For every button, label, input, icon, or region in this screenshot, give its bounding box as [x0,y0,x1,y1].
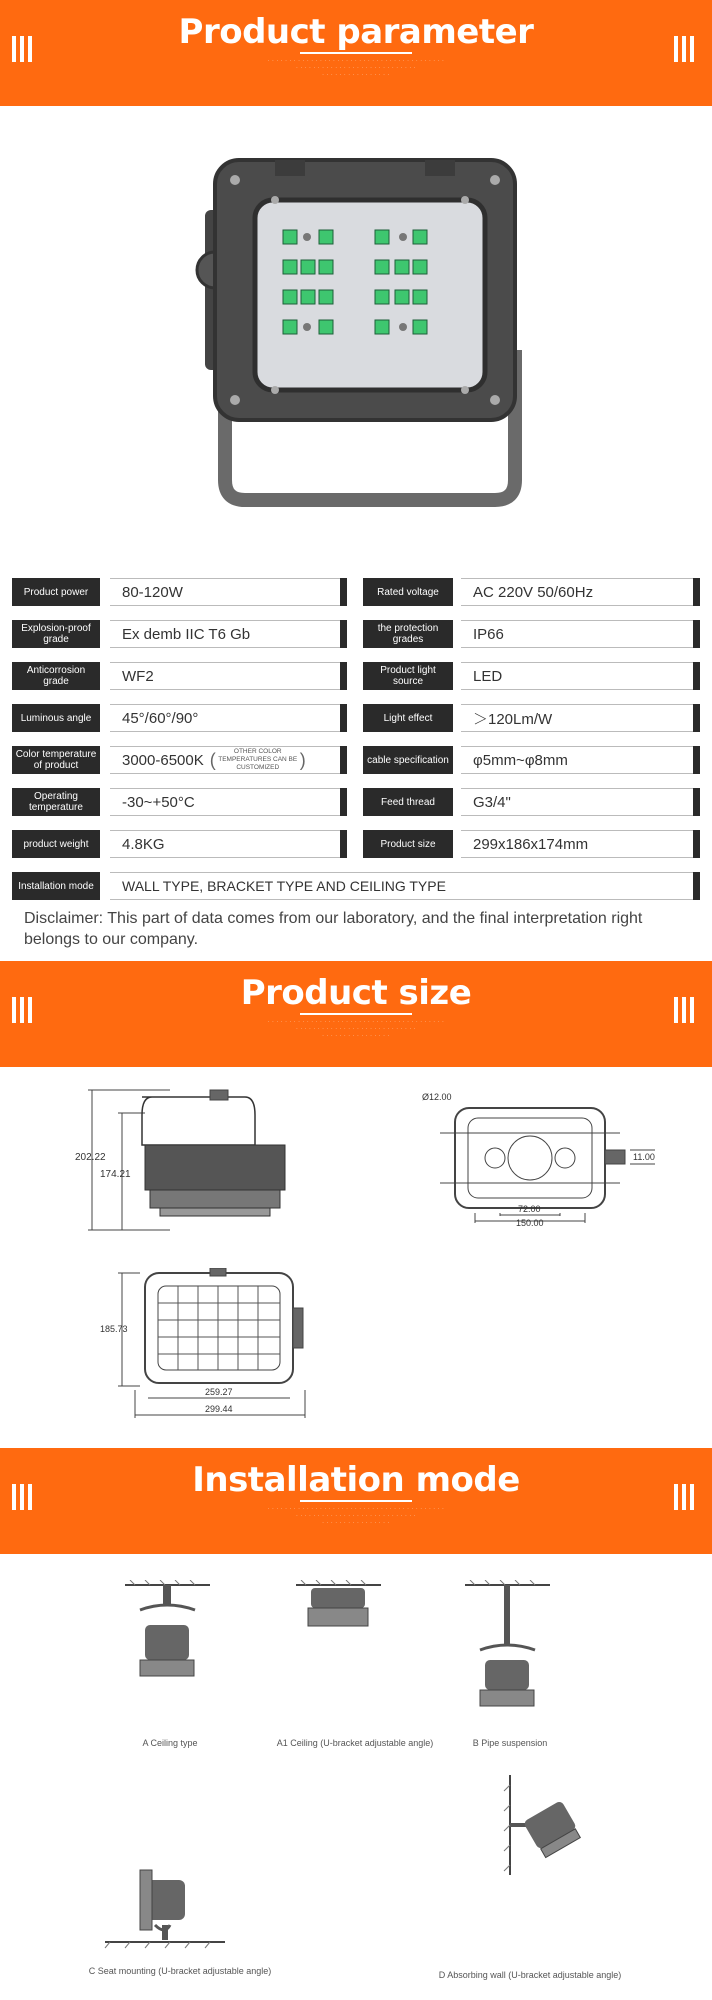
param-value: 45°/60°/90° [110,704,343,732]
title-underline [300,52,412,54]
product-image [195,150,525,520]
param-row-power [12,578,347,606]
decorative-subtext: · · · · · · · · · · · · · · · · · · · · · · · · · · · · · · · · · · · · · · · · · · · · · · · · · · · · · · · · · · · · · · · · · · · · · · · · · · · · · · · · · · · · · [267,1019,445,1039]
param-row-protection [363,620,700,648]
param-row-explosion [12,620,347,648]
param-label: Product size [363,830,453,858]
param-label: Installation mode [12,872,100,900]
dim-text: Ø12.00 [422,1092,452,1102]
section-title: Product size [240,973,472,1013]
dim-text: 299.44 [205,1404,233,1414]
param-value: 299x186x174mm [461,830,696,858]
param-label: Feed thread [363,788,453,816]
decorative-subtext: · · · · · · · · · · · · · · · · · · · · · · · · · · · · · · · · · · · · · · · · · · · · · · · · · · · · · · · · · · · · · · · · · · · · · · · · · · · · · · · · · · · · · [267,1506,445,1526]
param-note: OTHER COLOR TEMPERATURES CAN BE CUSTOMIZED [218,748,298,771]
param-value: WF2 [110,662,343,690]
title-underline [300,1500,412,1502]
banner-product-size [0,961,712,1067]
param-row-color-temperature: Color temperature of product 3000-6500K ( OTHER COLOR TEMPERATURES CAN BE CUSTOMIZED ) [12,746,347,774]
param-value: IP66 [461,620,696,648]
stripes-icon [674,997,698,1023]
param-label: Luminous angle [12,704,100,732]
param-row-feed-thread [363,788,700,816]
dim-text: 185.73 [100,1324,128,1334]
install-seat-illustration [100,1860,230,1950]
param-row-installation [12,872,700,900]
param-label: Color temperature of product [12,746,100,774]
param-label: the protection grades [363,620,453,648]
param-row-anticorrosion [12,662,347,690]
install-caption: A Ceiling type [142,1738,198,1748]
banner-product-parameter [0,0,712,106]
dim-text: 174.21 [100,1169,131,1180]
stripes-icon [674,36,698,62]
install-caption: C Seat mounting (U-bracket adjustable angle) [88,1966,272,1976]
param-value: G3/4" [461,788,696,816]
install-ceiling-illustration [125,1580,210,1690]
param-row-luminous-angle [12,704,347,732]
disclaimer: Disclaimer: This part of data comes from our laboratory, and the final interpretation right belongs to our company. [24,910,643,948]
param-value: WALL TYPE, BRACKET TYPE AND CEILING TYPE [110,872,695,900]
param-value: LED [461,662,696,690]
param-value: 80-120W [110,578,343,606]
stripes-icon [674,1484,698,1510]
param-label: Light effect [363,704,453,732]
param-row-operating-temperature [12,788,347,816]
param-value: 3000-6500K [122,751,204,769]
install-ceiling-bracket-illustration [296,1580,381,1640]
dim-text: 72.00 [518,1204,541,1214]
drawing-top-view [420,1088,660,1228]
param-label: cable specification [363,746,453,774]
install-caption: D Absorbing wall (U-bracket adjustable angle) [438,1970,622,1980]
param-label: Explosion-proof grade [12,620,100,648]
drawing-side-view [70,1085,330,1235]
param-label: Rated voltage [363,578,453,606]
param-value: ＞120Lm/W [461,704,696,732]
param-value: Ex demb IIC T6 Gb [110,620,343,648]
param-value: -30~+50°C [110,788,343,816]
section-title: Product parameter [178,12,534,52]
drawing-front-view [100,1268,320,1428]
install-caption: A1 Ceiling (U-bracket adjustable angle) [276,1738,434,1748]
param-value: φ5mm~φ8mm [461,746,696,774]
param-row-cable [363,746,700,774]
param-row-light-source [363,662,700,690]
param-value: AC 220V 50/60Hz [461,578,696,606]
param-row-light-effect [363,704,700,732]
param-label: Operating temperature [12,788,100,816]
section-title: Installation mode [192,1460,520,1500]
param-row-weight [12,830,347,858]
decorative-subtext: · · · · · · · · · · · · · · · · · · · · · · · · · · · · · · · · · · · · · · · · · · · · · · · · · · · · · · · · · · · · · · · · · · · · · · · · · · · · · · · · · · · · · [267,58,445,78]
param-label: Anticorrosion grade [12,662,100,690]
dim-text: 150.00 [516,1218,544,1228]
param-row-voltage [363,578,700,606]
banner-installation-mode [0,1448,712,1554]
param-row-size [363,830,700,858]
dim-text: 259.27 [205,1387,233,1397]
dim-text: 202.22 [75,1152,106,1163]
param-value: 4.8KG [110,830,343,858]
param-label: Product power [12,578,100,606]
install-pipe-illustration [465,1580,550,1720]
param-label: product weight [12,830,100,858]
install-caption: B Pipe suspension [472,1738,548,1748]
param-label: Product light source [363,662,453,690]
install-wall-illustration [500,1775,590,1875]
dim-text: 11.00 [633,1152,655,1162]
title-underline [300,1013,412,1015]
